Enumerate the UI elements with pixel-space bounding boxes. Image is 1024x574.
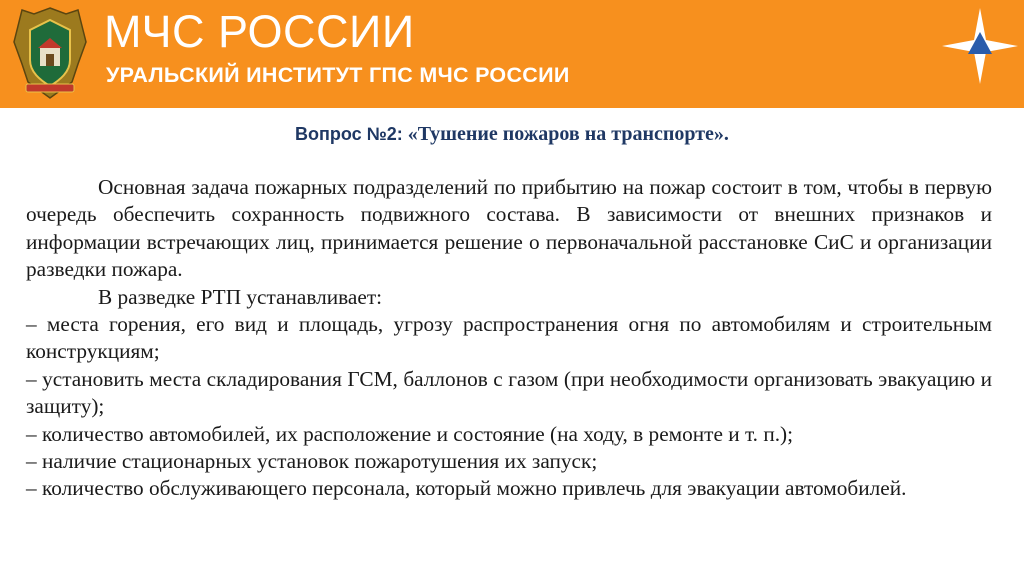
list-item: – места горения, его вид и площадь, угрозу распространения огня по автомобилям и строительным конструкциям; [26,312,992,364]
intro-paragraph: Основная задача пожарных подразделений по прибытию на пожар состоит в том, чтобы в первую очередь обеспечить сохранность подвижного состава. В зависимости от внешних признаков и информации встречающих лиц, принимается решение о первоначальной расстановке СиС и организации разведки пожара. [26,175,992,282]
question-title: «Тушение пожаров на транспорте». [407,123,729,145]
list-item: – установить места складирования ГСМ, баллонов с газом (при необходимости организовать эвакуацию и защиту); [26,366,992,419]
question-label: Вопрос №2: [295,124,403,144]
brand-title: МЧС РОССИИ [104,6,415,57]
header-bar [0,0,1024,108]
list-item: – количество автомобилей, их расположение и состояние (на ходу, в ремонте и т. п.); [26,421,794,446]
lead-paragraph: В разведке РТП устанавливает: [98,284,383,309]
institute-emblem-icon [12,6,88,100]
brand-subtitle: УРАЛЬСКИЙ ИНСТИТУТ ГПС МЧС РОССИИ [106,63,570,87]
list-item: – количество обслуживающего персонала, который можно привлечь для эвакуации автомобилей. [26,476,907,501]
list-item: – наличие стационарных установок пожаротушения их запуск; [26,449,598,474]
body-text [26,174,992,503]
emercom-star-icon [940,6,1020,86]
question-heading [0,122,1024,146]
